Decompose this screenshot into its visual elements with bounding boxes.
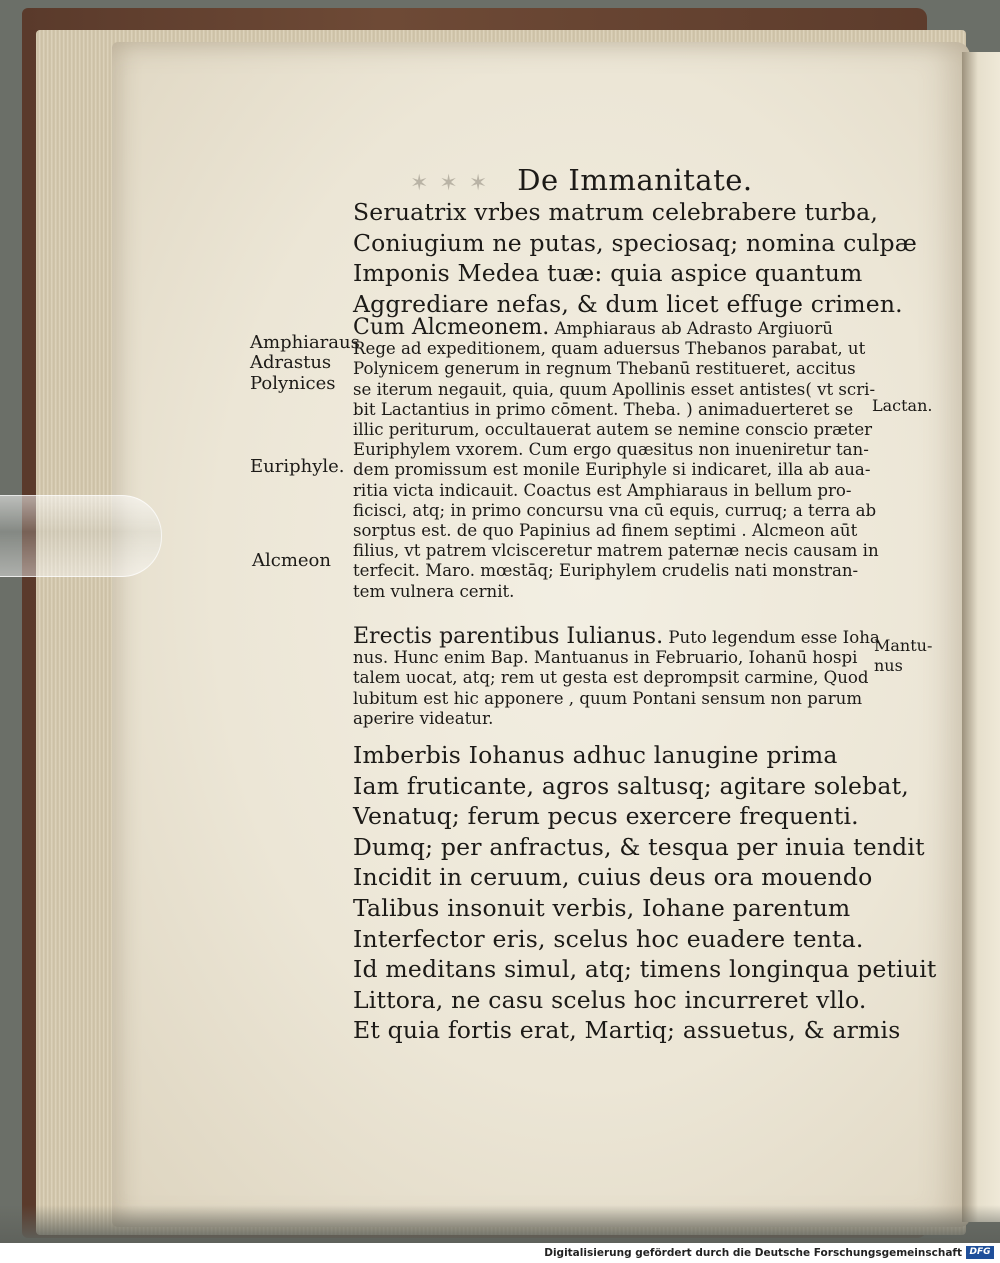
prose-line: ritia victa indicauit. Coactus est Amphiaraus in bellum pro- bbox=[353, 480, 852, 500]
margin-note-euriphyle: Euriphyle. bbox=[250, 456, 345, 477]
verse-line: Dumq; per anfractus, & tesqua per inuia tendit bbox=[353, 832, 925, 861]
prose-line: Rege ad expeditionem, quam aduersus Thebanos parabat, ut bbox=[353, 339, 866, 359]
verse-line: Imberbis Iohanus adhuc lanugine prima bbox=[353, 741, 838, 769]
verse-line: Littora, ne casu scelus hoc incurreret vllo. bbox=[353, 985, 867, 1014]
page-title: De Immanitate. bbox=[517, 163, 753, 197]
prose-line: sorptus est. de quo Papinius ad finem septimi . Alcmeon aūt bbox=[353, 521, 858, 541]
prose-line: nus. Hunc enim Bap. Mantuanus in Februario, Iohanū hospi bbox=[353, 648, 858, 668]
facing-page-edge bbox=[962, 52, 1000, 1222]
prose-line: se iterum negauit, quia, quum Apollinis esset antistes( vt scri- bbox=[353, 379, 876, 399]
margin-note-mantuanus-1: Mantu- bbox=[874, 636, 933, 655]
prose-line: filius, vt patrem vlcisceretur matrem paternæ necis causam in bbox=[353, 541, 879, 561]
verse-line: Imponis Medea tuæ: quia aspice quantum bbox=[353, 259, 863, 288]
scanner-background bbox=[0, 1205, 1000, 1243]
verse-line: Aggrediare nefas, & dum licet effuge crimen. bbox=[353, 289, 903, 318]
margin-note-amphiaraus: Amphiaraus bbox=[250, 332, 360, 353]
verse-line: Iam fruticante, agros saltusq; agitare solebat, bbox=[353, 771, 909, 800]
prose-line: tem vulnera cernit. bbox=[353, 581, 515, 601]
margin-note-polynices: Polynices bbox=[250, 373, 336, 394]
margin-note-lactantius: Lactan. bbox=[872, 396, 933, 415]
page-heading bbox=[410, 163, 753, 197]
verse-line: Et quia fortis erat, Martiq; assuetus, & armis bbox=[353, 1016, 901, 1045]
prose-line: Polynicem generum in regnum Thebanū restitueret, accitus bbox=[353, 359, 856, 379]
commentary-paragraph-1 bbox=[353, 315, 879, 602]
prose-line: talem uocat, atq; rem ut gesta est deprompsit carmine, Quod bbox=[353, 668, 869, 688]
commentary-paragraph-2 bbox=[353, 624, 880, 729]
verse-line: Id meditans simul, atq; timens longinqua petiuit bbox=[353, 955, 937, 984]
prose-line: dem promissum est monile Euriphyle si indicaret, illa ab aua- bbox=[353, 460, 871, 480]
prose-line: Euriphylem vxorem. Cum ergo quæsitus non inueniretur tan- bbox=[353, 440, 869, 460]
prose-line: bit Lactantius in primo cōment. Theba. ) animaduerteret se bbox=[353, 399, 854, 419]
verse-line: Interfector eris, scelus hoc euadere tenta. bbox=[353, 924, 864, 953]
prose-line: illic periturum, occultauerat autem se nemine conscio præter bbox=[353, 420, 873, 440]
verse-line: Seruatrix vrbes matrum celebrabere turba, bbox=[353, 198, 879, 226]
footer-bar bbox=[0, 1243, 1000, 1263]
verse-line: Venatuq; ferum pecus exercere frequenti. bbox=[353, 802, 859, 831]
lemma: Cum Alcmeonem. bbox=[353, 315, 550, 340]
margin-note-mantuanus-2: nus bbox=[874, 656, 903, 675]
footer-credit: Digitalisierung gefördert durch die Deutsche Forschungsgemeinschaft bbox=[544, 1247, 962, 1259]
prose-line: aperire videatur. bbox=[353, 708, 494, 728]
verse-line: Talibus insonuit verbis, Iohane parentum bbox=[353, 893, 851, 922]
lemma: Erectis parentibus Iulianus. bbox=[353, 624, 664, 649]
verse-line: Coniugium ne putas, speciosaq; nomina culpæ bbox=[353, 228, 918, 257]
dfg-logo: DFG bbox=[966, 1246, 994, 1259]
prose-line: terfecit. Maro. mœstāq; Euriphylem crudelis nati monstran- bbox=[353, 561, 859, 581]
margin-note-alcmeon: Alcmeon bbox=[252, 550, 331, 571]
prose-line: ficisci, atq; in primo concursu vna cū equis, curruq; a terra ab bbox=[353, 500, 877, 520]
prose-line: Cum Alcmeonem. Amphiaraus ab Adrasto Argiuorū bbox=[353, 315, 833, 340]
prose-line: Erectis parentibus Iulianus. Puto legendum esse Ioha bbox=[353, 624, 880, 649]
bleed-through-marks: ✶ ✶ ✶ bbox=[410, 171, 490, 196]
verse-line: Incidit in ceruum, cuius deus ora mouendo bbox=[353, 863, 873, 892]
verse-block-1 bbox=[353, 197, 917, 319]
prose-line: lubitum est hic apponere , quum Pontani sensum non parum bbox=[353, 688, 863, 708]
margin-note-adrastus: Adrastus bbox=[250, 352, 332, 373]
glass-page-holder bbox=[0, 495, 162, 577]
verse-block-2 bbox=[353, 740, 937, 1046]
